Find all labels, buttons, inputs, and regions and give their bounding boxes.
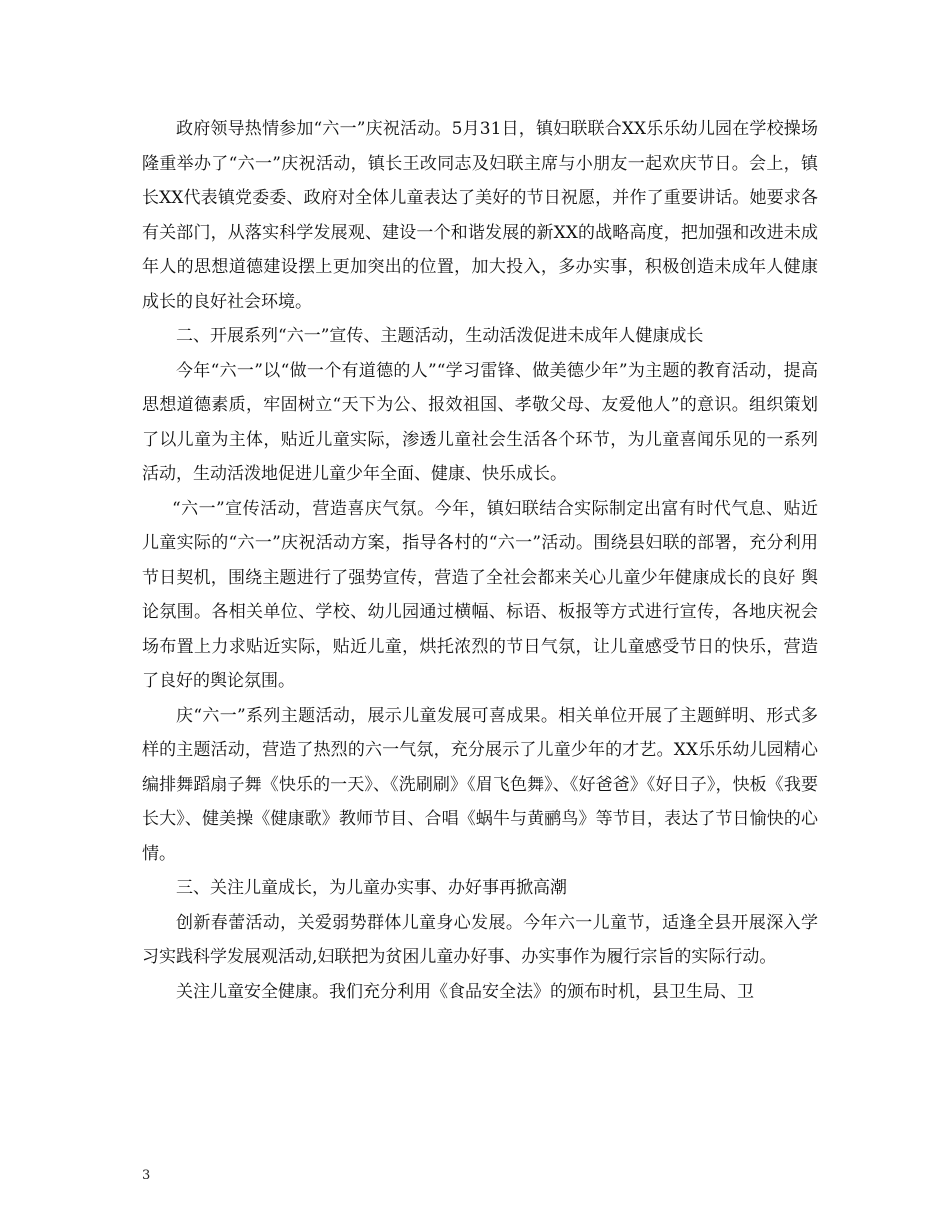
paragraph-safety-health: 关注儿童安全健康。我们充分利用《食品安全法》的颁布时机，县卫生局、卫 [176,981,754,1002]
section-heading-two: 二、开展系列“六一”宣传、主题活动，生动活泼促进未成年人健康成长 [176,326,704,346]
section-heading-three: 三、关注儿童成长，为儿童办实事、办好事再掀高潮 [176,878,567,898]
paragraph-government-leaders: 政府领导热情参加“六一”庆祝活动。5月31日，镇妇联联合XX乐乐幼儿园在学校操场隆重举办了“六一”庆祝活动，镇长王改同志及妇联主席与小朋友一起欢庆节日。会上，镇长XX代表镇党委委、政府对全体儿童表达了美好的节日祝愿，并作了重要讲话。她要求各有关部门，从落实科学发展观、建设一个和谐发展的新XX的战略高度，把加强和改进未成年人的思想道德建设摆上更加突出的位置，加大投入，多办实事，积极创造未成年人健康成长的良好社会环境。 [142,119,818,312]
paragraph-theme-activities: 庆“六一”系列主题活动，展示儿童发展可喜成果。相关单位开展了主题鲜明、形式多样的主题活动，营造了热烈的六一气氛，充分展示了儿童少年的才艺。XX乐乐幼儿园精心编排舞蹈扇子舞《快乐的一天》、《洗刷刷》《眉飞色舞》、《好爸爸》《好日子》，快板《我要长大》、健美操《健康歌》教师节目、合唱《蜗牛与黄鹂鸟》等节目，表达了节日愉快的心情。 [142,705,818,864]
body-text [142,112,818,1009]
paragraph-spring-bud: 创新春蕾活动，关爱弱势群体儿童身心发展。今年六一儿童节，适逢全县开展深入学习实践科学发展观活动,妇联把为贫困儿童办好事、办实事作为履行宗旨的实际行动。 [142,912,818,967]
page-number: 3 [142,1168,151,1183]
paragraph-moral-education: 今年“六一”以“做一个有道德的人”“学习雷锋、做美德少年”为主题的教育活动，提高思想道德素质，牢固树立“天下为公、报效祖国、孝敬父母、友爱他人”的意识。组织策划了以儿童为主体，贴近儿童实际，渗透儿童社会生活各个环节，为儿童喜闻乐见的一系列活动，生动活泼地促进儿童少年全面、健康、快乐成长。 [142,360,818,484]
paragraph-publicity: “六一”宣传活动，营造喜庆气氛。今年，镇妇联结合实际制定出富有时代气息、贴近儿童实际的“六一”庆祝活动方案，指导各村的“六一”活动。围绕县妇联的部署，充分利用节日契机，围绕主题进行了强势宣传，营造了全社会都来关心儿童少年健康成长的良好 舆论氛围。各相关单位、学校、幼儿园通过横幅、标语、板报等方式进行宣传，各地庆祝会场布置上力求贴近实际，贴近儿童，烘托浓烈的节日气氛，让儿童感受节日的快乐，营造了良好的舆论氛围。 [142,498,818,691]
